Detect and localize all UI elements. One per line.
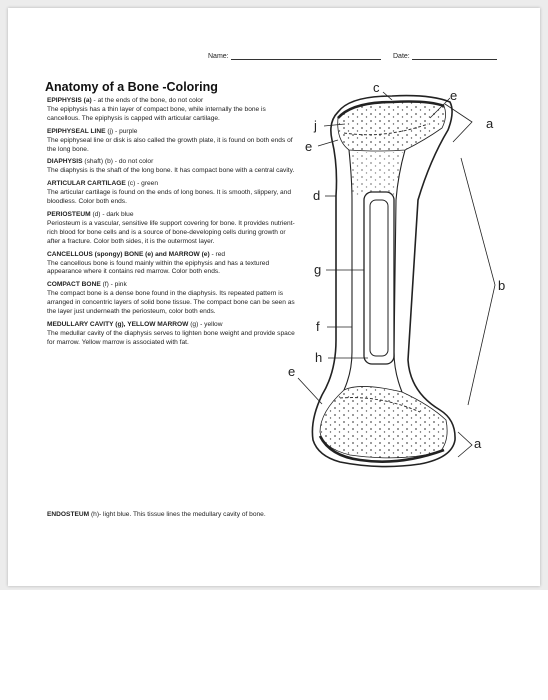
term-color: (h)- light blue. This tissue lines the medullary cavity of bone.: [89, 511, 266, 518]
term-label: COMPACT BONE: [47, 281, 101, 289]
term-cancellous-bone: [47, 251, 297, 278]
term-label: EPIPHYSEAL LINE: [47, 127, 106, 135]
term-description: The epiphyseal line or disk is also called the growth plate, it is found on both ends of the long bone.: [47, 136, 293, 153]
label-f: f: [316, 319, 320, 334]
term-endosteum: [47, 511, 266, 518]
term-label: CANCELLOUS (spongy) BONE (e) and MARROW (e): [47, 250, 210, 258]
name-blank-line[interactable]: [231, 52, 381, 60]
term-label: DIAPHYSIS: [47, 158, 83, 166]
term-label: EPIPHYSIS (a): [47, 97, 92, 104]
term-periosteum: [47, 211, 297, 247]
label-h: h: [315, 350, 323, 365]
term-description: The articular cartilage is found on the ends of long bones. It is smooth, slippery, and bloodless. Color both ends.: [47, 189, 291, 206]
term-color: - at the ends of the bone, do not color: [91, 97, 204, 104]
date-label: Date:: [393, 53, 410, 60]
label-b: b: [498, 278, 506, 293]
label-d: d: [313, 188, 321, 203]
term-description: The epiphysis has a thin layer of compact bone, while internally the bone is cancellous. The epiphysis is capped with articular cartilage.: [47, 105, 266, 122]
label-c: c: [373, 80, 380, 95]
term-compact-bone: [47, 281, 297, 317]
term-label: ENDOSTEUM: [47, 511, 90, 518]
upper-diaphysis-texture: [349, 152, 403, 195]
label-j: j: [314, 118, 317, 133]
term-description: Periosteum is a vascular, sensitive life support covering for bone. It provides nutrient-rich blood for bone cells and is a source of bone-developing cells during growth or after a fracture. Color both sides, it is the outermost layer.: [47, 219, 295, 245]
date-field: [393, 52, 497, 60]
term-color: (g) - yellow: [188, 320, 223, 328]
page-title: Anatomy of a Bone -Coloring: [45, 80, 218, 94]
bottom-epiphysis-cancellous: [320, 386, 447, 457]
term-color: (shaft) (b) - do not color: [82, 158, 154, 166]
term-color: (f) - pink: [100, 281, 127, 289]
term-color: (j) - purple: [105, 127, 138, 135]
term-description: The compact bone is a dense bone found in the diaphysis. Its repeated pattern is arranged in concentric layers of solid bone tissue. The compact bone can be seen as the layer just underneath the periosteum, color both ends.: [47, 290, 295, 316]
term-label: PERIOSTEUM: [47, 210, 91, 218]
long-bone-diagram: [290, 70, 530, 510]
label-e-top: e: [450, 88, 458, 103]
term-medullary-cavity: [47, 321, 297, 348]
term-color: (c) - green: [125, 180, 159, 188]
date-blank-line[interactable]: [412, 52, 497, 60]
term-description: The cancellous bone is found mainly within the epiphysis and has a textured appearance where it contains red marrow. Color both ends.: [47, 259, 270, 276]
term-diaphysis: [47, 158, 297, 176]
term-label: MEDULLARY CAVITY (g), YELLOW MARROW: [47, 320, 189, 328]
term-color: - red: [209, 250, 226, 258]
term-color: (d) - dark blue: [90, 210, 134, 218]
label-e-left: e: [305, 139, 313, 154]
name-field: [208, 52, 381, 60]
terms-list: [47, 97, 297, 352]
term-epiphysis: [47, 97, 297, 124]
term-description: The diaphysis is the shaft of the long bone. It has compact bone with a central cavity.: [47, 167, 295, 175]
term-articular-cartilage: [47, 180, 297, 207]
term-description: The medullar cavity of the diaphysis serves to lighten bone weight and provide space for marrow. Yellow marrow is associated with fat.: [47, 329, 295, 346]
term-epiphyseal-line: [47, 128, 297, 155]
label-a-bottom: a: [474, 436, 482, 451]
label-g: g: [314, 262, 322, 277]
label-e-bottom: e: [288, 364, 296, 379]
blank-area: [0, 590, 548, 700]
term-label: ARTICULAR CARTILAGE: [47, 180, 126, 188]
label-a-top: a: [486, 116, 494, 131]
name-label: Name:: [208, 53, 229, 60]
medullary-cavity: [364, 192, 394, 364]
